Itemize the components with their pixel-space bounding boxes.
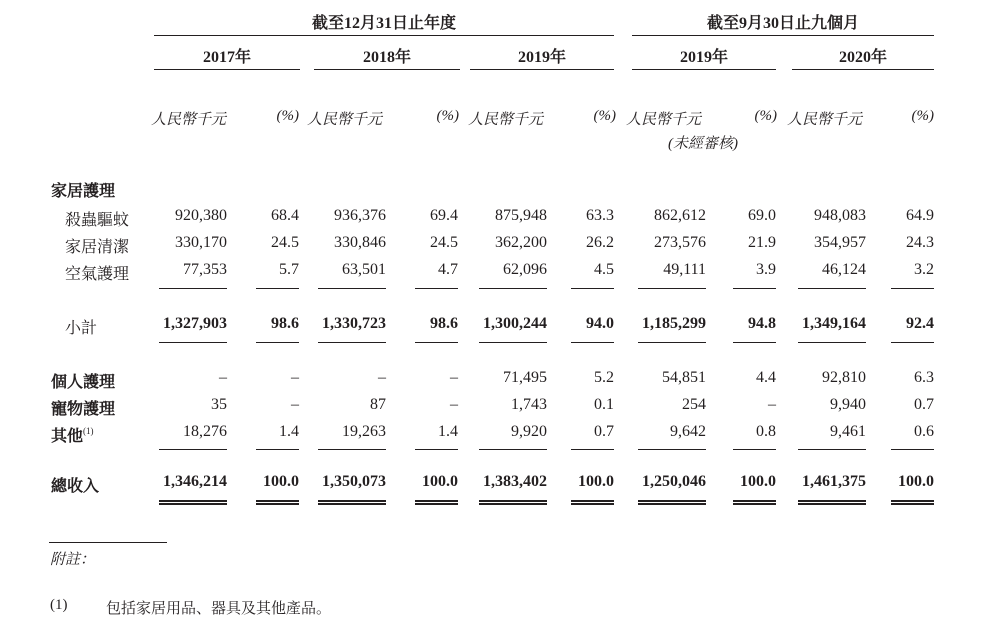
table-cell: 100.0	[578, 473, 614, 490]
period-group-year-ended: 截至12月31日止年度	[311, 15, 456, 32]
table-cell: 3.2	[914, 261, 934, 278]
table-cell: 63,501	[342, 261, 386, 278]
table-cell: 69.4	[430, 207, 458, 224]
table-cell: –	[450, 396, 458, 413]
column-rule	[159, 342, 227, 343]
table-cell: –	[378, 369, 386, 386]
column-rule	[638, 288, 706, 289]
table-cell: 1,327,903	[163, 315, 227, 332]
column-rule	[256, 449, 299, 450]
table-cell: 1,350,073	[322, 473, 386, 490]
column-rule	[318, 449, 386, 450]
table-cell: 6.3	[914, 369, 934, 386]
column-rule	[798, 288, 866, 289]
row-label: 空氣護理	[65, 266, 130, 283]
table-cell: 1,300,244	[483, 315, 547, 332]
column-rule	[318, 288, 386, 289]
column-rule	[733, 288, 776, 289]
table-cell: 875,948	[495, 207, 547, 224]
percent-unit-label: (%)	[593, 108, 616, 124]
table-cell: 100.0	[898, 473, 934, 490]
currency-unit-label: 人民幣千元	[787, 112, 863, 128]
percent-unit-label: (%)	[754, 108, 777, 124]
table-cell: 1,185,299	[642, 315, 706, 332]
column-rule	[479, 288, 547, 289]
table-cell: 24.5	[271, 234, 299, 251]
table-cell: 1,743	[511, 396, 547, 413]
table-cell: 4.4	[756, 369, 776, 386]
divider	[154, 35, 614, 36]
note-number: (1)	[50, 597, 68, 613]
table-cell: 354,957	[814, 234, 866, 251]
table-cell: 94.0	[586, 315, 614, 332]
column-rule	[733, 342, 776, 343]
column-rule	[798, 342, 866, 343]
column-double-rule	[479, 500, 547, 505]
table-cell: 64.9	[906, 207, 934, 224]
table-cell: 948,083	[814, 207, 866, 224]
table-cell: 18,276	[183, 423, 227, 440]
table-cell: 77,353	[183, 261, 227, 278]
total-label: 總收入	[51, 478, 100, 495]
year-header: 2018年	[362, 49, 411, 66]
note-text: 包括家居用品、器具及其他產品。	[106, 601, 332, 617]
year-header: 2020年	[838, 49, 887, 66]
unaudited-label: (未經審核)	[668, 136, 738, 152]
column-rule	[256, 288, 299, 289]
column-rule	[415, 342, 458, 343]
table-cell: 63.3	[586, 207, 614, 224]
period-group-nine-months: 截至9月30日止九個月	[706, 15, 859, 32]
table-cell: 936,376	[334, 207, 386, 224]
table-cell: 98.6	[271, 315, 299, 332]
table-cell: 0.7	[594, 423, 614, 440]
notes-divider	[49, 542, 167, 543]
row-label: 家居清潔	[65, 239, 130, 256]
table-cell: 24.5	[430, 234, 458, 251]
table-cell: 94.8	[748, 315, 776, 332]
column-rule	[638, 342, 706, 343]
column-rule	[571, 449, 614, 450]
table-cell: 1,461,375	[802, 473, 866, 490]
column-double-rule	[159, 500, 227, 505]
table-cell: 0.6	[914, 423, 934, 440]
column-double-rule	[571, 500, 614, 505]
table-cell: –	[219, 369, 227, 386]
section-title-home-care: 家居護理	[51, 183, 116, 200]
table-cell: 100.0	[422, 473, 458, 490]
table-cell: 273,576	[654, 234, 706, 251]
table-cell: –	[291, 369, 299, 386]
table-cell: 9,461	[830, 423, 866, 440]
table-cell: 100.0	[740, 473, 776, 490]
table-cell: –	[291, 396, 299, 413]
column-double-rule	[415, 500, 458, 505]
table-cell: 0.8	[756, 423, 776, 440]
table-cell: 1,250,046	[642, 473, 706, 490]
table-cell: 1,383,402	[483, 473, 547, 490]
table-cell: 9,642	[670, 423, 706, 440]
divider	[792, 69, 934, 70]
table-cell: 92.4	[906, 315, 934, 332]
year-header: 2019年	[517, 49, 566, 66]
table-cell: 330,846	[334, 234, 386, 251]
divider	[632, 69, 776, 70]
table-cell: 5.7	[279, 261, 299, 278]
column-rule	[479, 342, 547, 343]
table-cell: 1.4	[279, 423, 299, 440]
table-cell: 35	[211, 396, 227, 413]
column-rule	[571, 342, 614, 343]
footnote-ref: (1)	[83, 426, 94, 436]
currency-unit-label: 人民幣千元	[626, 112, 702, 128]
currency-unit-label: 人民幣千元	[307, 112, 383, 128]
year-header: 2019年	[679, 49, 728, 66]
row-label	[51, 423, 94, 446]
column-rule	[891, 449, 934, 450]
table-cell: 1.4	[438, 423, 458, 440]
table-cell: 9,940	[830, 396, 866, 413]
table-cell: 92,810	[822, 369, 866, 386]
currency-unit-label: 人民幣千元	[151, 112, 227, 128]
table-cell: 362,200	[495, 234, 547, 251]
column-rule	[891, 342, 934, 343]
column-double-rule	[256, 500, 299, 505]
table-cell: 9,920	[511, 423, 547, 440]
table-cell: 0.7	[914, 396, 934, 413]
column-rule	[159, 449, 227, 450]
table-cell: 100.0	[263, 473, 299, 490]
year-header: 2017年	[202, 49, 251, 66]
row-label: 寵物護理	[51, 401, 116, 418]
column-rule	[256, 342, 299, 343]
currency-unit-label: 人民幣千元	[468, 112, 544, 128]
percent-unit-label: (%)	[911, 108, 934, 124]
column-rule	[415, 449, 458, 450]
divider	[154, 69, 300, 70]
column-rule	[798, 449, 866, 450]
percent-unit-label: (%)	[436, 108, 459, 124]
row-label: 個人護理	[51, 374, 116, 391]
table-cell: 21.9	[748, 234, 776, 251]
column-rule	[891, 288, 934, 289]
divider	[632, 35, 934, 36]
table-cell: 54,851	[662, 369, 706, 386]
divider	[470, 69, 614, 70]
table-cell: 68.4	[271, 207, 299, 224]
table-cell: 0.1	[594, 396, 614, 413]
table-cell: 3.9	[756, 261, 776, 278]
table-cell: 862,612	[654, 207, 706, 224]
column-double-rule	[733, 500, 776, 505]
subtotal-label: 小計	[65, 320, 98, 337]
table-cell: 1,330,723	[322, 315, 386, 332]
percent-unit-label: (%)	[276, 108, 299, 124]
table-cell: –	[450, 369, 458, 386]
notes-heading: 附註：	[50, 552, 96, 568]
table-cell: 920,380	[175, 207, 227, 224]
column-rule	[479, 449, 547, 450]
row-label: 殺蟲驅蚊	[65, 212, 130, 229]
column-rule	[318, 342, 386, 343]
table-cell: 71,495	[503, 369, 547, 386]
table-cell: 49,111	[663, 261, 706, 278]
table-cell: 87	[370, 396, 386, 413]
table-cell: –	[768, 396, 776, 413]
table-cell: 62,096	[503, 261, 547, 278]
column-double-rule	[891, 500, 934, 505]
table-cell: 24.3	[906, 234, 934, 251]
column-rule	[415, 288, 458, 289]
row-label-text: 其他	[51, 428, 84, 445]
table-cell: 26.2	[586, 234, 614, 251]
table-cell: 1,349,164	[802, 315, 866, 332]
table-cell: 1,346,214	[163, 473, 227, 490]
column-double-rule	[798, 500, 866, 505]
column-rule	[638, 449, 706, 450]
column-rule	[733, 449, 776, 450]
table-cell: 46,124	[822, 261, 866, 278]
column-double-rule	[638, 500, 706, 505]
table-cell: 254	[682, 396, 706, 413]
table-cell: 69.0	[748, 207, 776, 224]
column-rule	[159, 288, 227, 289]
table-cell: 4.7	[438, 261, 458, 278]
table-cell: 330,170	[175, 234, 227, 251]
column-rule	[571, 288, 614, 289]
table-cell: 19,263	[342, 423, 386, 440]
table-cell: 4.5	[594, 261, 614, 278]
column-double-rule	[318, 500, 386, 505]
table-cell: 98.6	[430, 315, 458, 332]
divider	[314, 69, 460, 70]
table-cell: 5.2	[594, 369, 614, 386]
